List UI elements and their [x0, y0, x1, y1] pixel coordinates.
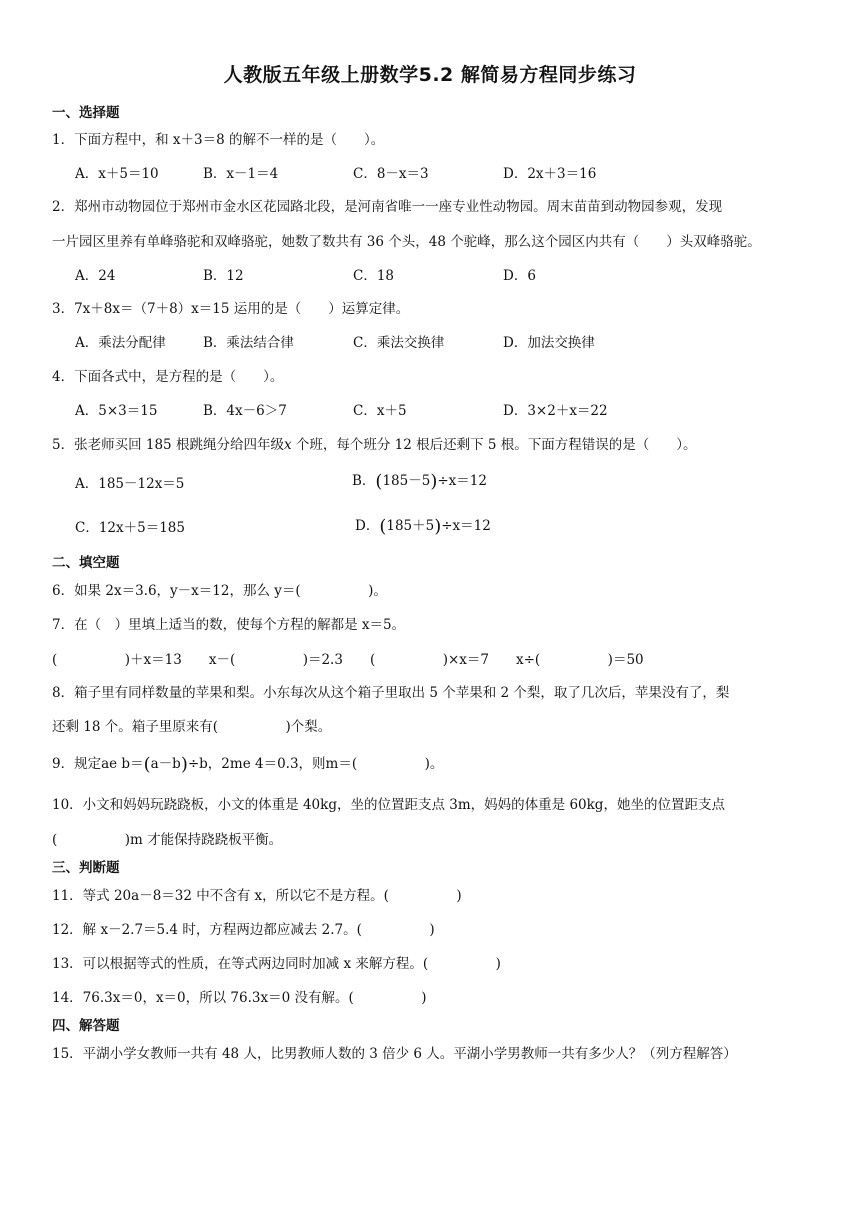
section-heading-choice: 一、选择题: [52, 105, 120, 121]
question-1-stem: 1．下面方程中，和 x＋3＝8 的解不一样的是（ ）。: [52, 132, 385, 148]
question-5-option-c: C．12x＋5＝185: [75, 520, 185, 536]
question-7-stem: 7．在（ ）里填上适当的数，使每个方程的解都是 x＝5。: [52, 617, 406, 633]
expr-inner: 185＋5: [386, 518, 435, 534]
question-1-options: [75, 162, 623, 182]
question-10-line-1: 10．小文和妈妈玩跷跷板，小文的体重是 40kg，坐的位置距支点 3m，妈妈的体重是 60kg，她坐的位置距支点: [52, 797, 725, 813]
question-3-options: [75, 331, 623, 351]
expr-inner: 185－5: [382, 473, 431, 489]
option-d: D．2x＋3＝16: [503, 166, 597, 182]
q9-part: 9．规定a: [52, 756, 110, 772]
q9-part: b＝: [117, 756, 144, 772]
paren-close: ): [180, 754, 188, 775]
expr-tail: ÷x＝12: [441, 518, 491, 534]
question-3-stem: 3．7x＋8x＝（7＋8）x＝15 运用的是（ ）运算定律。: [52, 301, 410, 317]
question-5-option-a: A．185－12x＝5: [75, 476, 185, 492]
page-title: 人教版五年级上册数学5.2 解简易方程同步练习: [223, 64, 637, 86]
question-5-stem: [52, 433, 697, 453]
question-11: 11．等式 20a－8＝32 中不含有 x，所以它不是方程。( ): [52, 888, 462, 904]
section-heading-judge: 三、判断题: [52, 860, 120, 876]
question-8-line-2: 还剩 18 个。箱子里原来有( )个梨。: [52, 719, 332, 735]
question-12: 12．解 x－2.7＝5.4 时，方程两边都应减去 2.7。( ): [52, 922, 435, 938]
option-c: C．乘法交换律: [353, 335, 445, 351]
question-4-stem: 4．下面各式中，是方程的是（ ）。: [52, 369, 284, 385]
option-b: B．x－1＝4: [203, 166, 279, 182]
operator-symbol: e: [109, 756, 118, 772]
section-heading-answer: 四、解答题: [52, 1018, 120, 1034]
section-heading-fill: 二、填空题: [52, 555, 120, 571]
option-a: A．x＋5＝10: [75, 166, 159, 182]
option-c: C．x＋5: [353, 403, 407, 419]
question-4-options: [75, 399, 623, 419]
option-b: B．乘法结合律: [203, 335, 294, 351]
question-15: 15．平湖小学女教师一共有 48 人，比男教师人数的 3 倍少 6 人。平湖小学男教师一共有多少人？（列方程解答）: [52, 1046, 737, 1062]
stem-part: 个班，每个班分 12 根后还剩下 5 根。下面方程错误的是（ ）。: [291, 437, 697, 453]
expr-tail: ÷x＝12: [437, 473, 487, 489]
question-7-equations: ( )＋x＝13 x－( )＝2.3 ( )×x＝7 x÷( )＝50: [52, 652, 644, 668]
stem-part: 5．张老师买回 185 根跳绳分给四年级: [52, 437, 284, 453]
operator-symbol: e: [242, 756, 251, 772]
question-2-line-2: 一片园区里养有单峰骆驼和双峰骆驼，她数了数共有 36 个头，48 个驼峰，那么这个园区内共有（ ）头双峰骆驼。: [52, 234, 761, 250]
option-b: B．4x－6＞7: [203, 403, 287, 419]
option-a: A．24: [75, 268, 116, 284]
paren-open: (: [143, 754, 151, 775]
question-10-line-2: ( )m 才能保持跷跷板平衡。: [52, 832, 283, 848]
question-5-option-b: [352, 469, 487, 492]
question-6: 6．如果 2x＝3.6，y－x＝12，那么 y＝( )。: [52, 583, 387, 599]
question-13: 13．可以根据等式的性质，在等式两边同时加减 x 来解方程。( ): [52, 956, 501, 972]
paren-close: ): [434, 516, 442, 537]
option-label: D．: [355, 518, 380, 534]
option-a: A．5×3＝15: [75, 403, 158, 419]
question-2-line-1: 2．郑州市动物园位于郑州市金水区花园路北段，是河南省唯一一座专业性动物园。周末苗苗到动物园参观，发现: [52, 199, 723, 215]
option-a: A．乘法分配律: [75, 335, 166, 351]
paren-open: (: [379, 516, 387, 537]
question-14: 14．76.3x＝0，x＝0，所以 76.3x＝0 没有解。( ): [52, 990, 427, 1006]
q9-inner: a－b: [150, 756, 181, 772]
paren-close: ): [430, 471, 438, 492]
variable-x: x: [283, 437, 292, 453]
question-8-line-1: 8．箱子里有同样数量的苹果和梨。小东每次从这个箱子里取出 5 个苹果和 2 个梨，取了几次后，苹果没有了，梨: [52, 685, 730, 701]
option-d: D．3×2＋x＝22: [503, 403, 608, 419]
option-c: C．8－x＝3: [353, 166, 429, 182]
q9-part: ÷b，2m: [187, 756, 243, 772]
option-c: C．18: [353, 268, 395, 284]
option-b: B．12: [203, 268, 244, 284]
option-d: D．加法交换律: [503, 335, 595, 351]
q9-part: 4＝0.3，则m＝( )。: [250, 756, 444, 772]
paren-open: (: [375, 471, 383, 492]
option-d: D．6: [503, 268, 536, 284]
option-label: B．: [352, 473, 376, 489]
question-9: [52, 752, 443, 775]
question-2-options: [75, 264, 623, 284]
question-5-option-d: [355, 514, 491, 537]
